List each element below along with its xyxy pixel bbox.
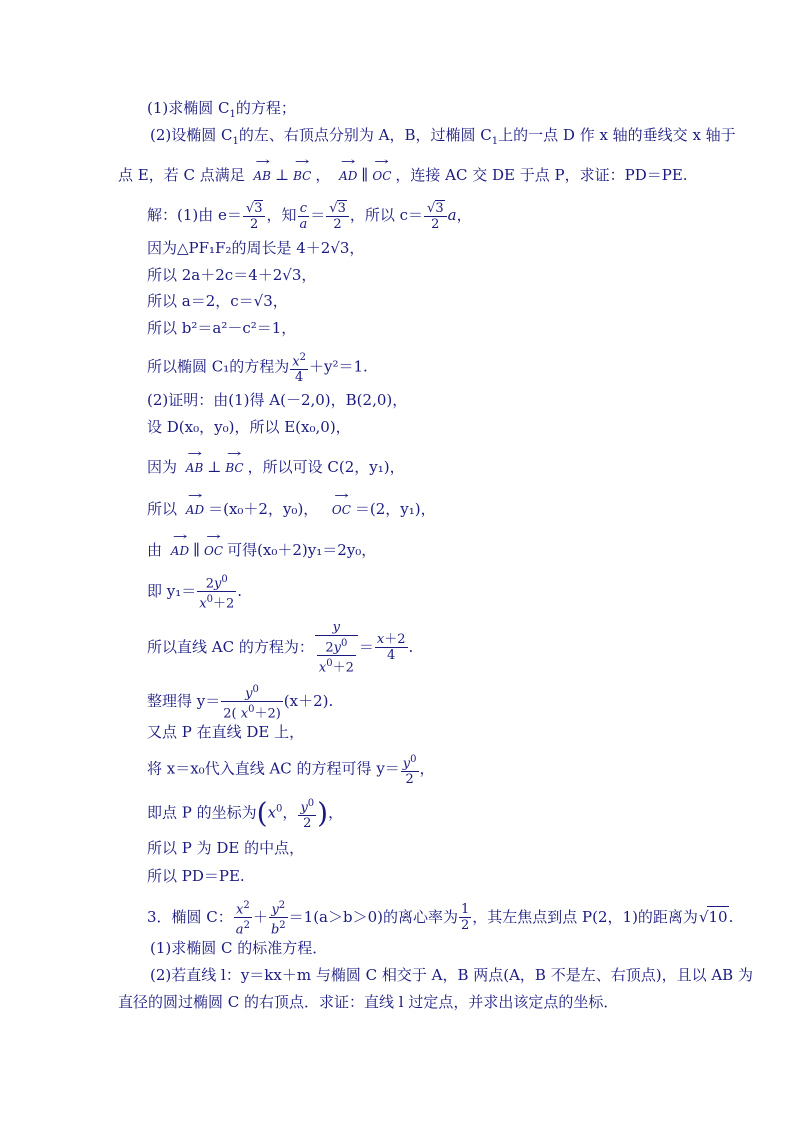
sol-line-11: 由 → AD ∥→ OC 可得(x₀＋2)y₁＝2y₀， — [147, 535, 376, 561]
q2-part1: (1)求椭圆 $C_1$的方程； — [147, 99, 296, 120]
q3-line-2: (1)求椭圆 C 的标准方程． — [150, 939, 328, 957]
sol-line-1: 解：(1)由 e＝ √ $\frac{3}{2}$ ，知 $\frac{c}{a}$ ＝ √ $\frac{3}{2}$ ，所以 c＝ √ $\frac{3}{2}$ a， — [147, 200, 472, 232]
q3-line-3: (2)若直线 l：y＝kx＋m 与椭圆 C 相交于 A，B 两点(A，B 不是左、右顶点)，且以 AB 为 — [150, 966, 753, 984]
sol-line-14: 整理得 y＝ $\frac{y^0}{2( x^0+2)}$ (x＋2). — [147, 684, 334, 722]
q2-part2-line1: (2)设椭圆 $C_1$的左、右顶点分别为 A，B，过椭圆 $C_1$上的一点 D 作 x 轴的垂线交 x 轴于 — [150, 126, 736, 147]
q2-part2-line2: 点 E，若 C 点满足 → AB ⊥→ BC ， → AD ∥→ OC ，连接 AC 交 DE 于点 P，求证：PD＝PE. — [118, 160, 688, 186]
sol-line-12: 即 y₁＝ $\frac{2y^0}{x^0+2}$ . — [147, 574, 243, 612]
sol-line-5: 所以 b²＝a²－c²＝1， — [147, 319, 297, 337]
q3-line-1: 3．椭圆 C： $\frac{x^2}{a^2}$ ＋ $\frac{y^2}{b^2}$ ＝1(a＞b＞0)的离心率为 $\frac{1}{2}$ ，其左焦点到点 P(2，1)的距离为√ 10. — [147, 898, 733, 938]
sol-line-7: (2)证明：由(1)得 A(－2,0)，B(2,0)， — [147, 391, 408, 409]
sol-line-3: 所以 2a＋2c＝4＋2√3， — [147, 266, 317, 284]
sol-line-13: 所以直线 AC 的方程为： $\frac{y}{\frac{2y^0}{x^0+2}}$ ＝ $\frac{x+2}{4}$ . — [147, 620, 414, 676]
sol-line-16: 将 x＝x₀代入直线 AC 的方程可得 y＝ $\frac{y^0}{2}$ ， — [147, 754, 435, 788]
q3-line-4: 直径的圆过椭圆 C 的右顶点．求证：直线 l 过定点，并求出该定点的坐标． — [118, 993, 619, 1011]
sol-line-10: 所以 → AD ＝(x₀＋2，y₀)， → OC ＝(2，y₁)， — [147, 494, 436, 520]
sol-line-15: 又点 P 在直线 DE 上， — [147, 723, 305, 741]
sol-line-19: 所以 PD＝PE. — [147, 867, 245, 885]
sol-line-4: 所以 a＝2，c＝√3， — [147, 292, 288, 310]
sol-line-9: 因为 → AB ⊥→ BC ，所以可设 C(2，y₁)， — [147, 452, 405, 478]
sol-line-8: 设 D(x₀，y₀)，所以 E(x₀,0)， — [147, 418, 351, 436]
sol-line-6: 所以椭圆 C₁的方程为 $\frac{x^2}{4}$ ＋y²＝1. — [147, 352, 368, 386]
sol-line-2: 因为△PF₁F₂的周长是 4＋2√3， — [147, 239, 365, 257]
sol-line-18: 所以 P 为 DE 的中点， — [147, 839, 305, 857]
sol-line-17: 即点 P 的坐标为($x^0$， $\frac{y^0}{2}$ )， — [147, 796, 344, 832]
